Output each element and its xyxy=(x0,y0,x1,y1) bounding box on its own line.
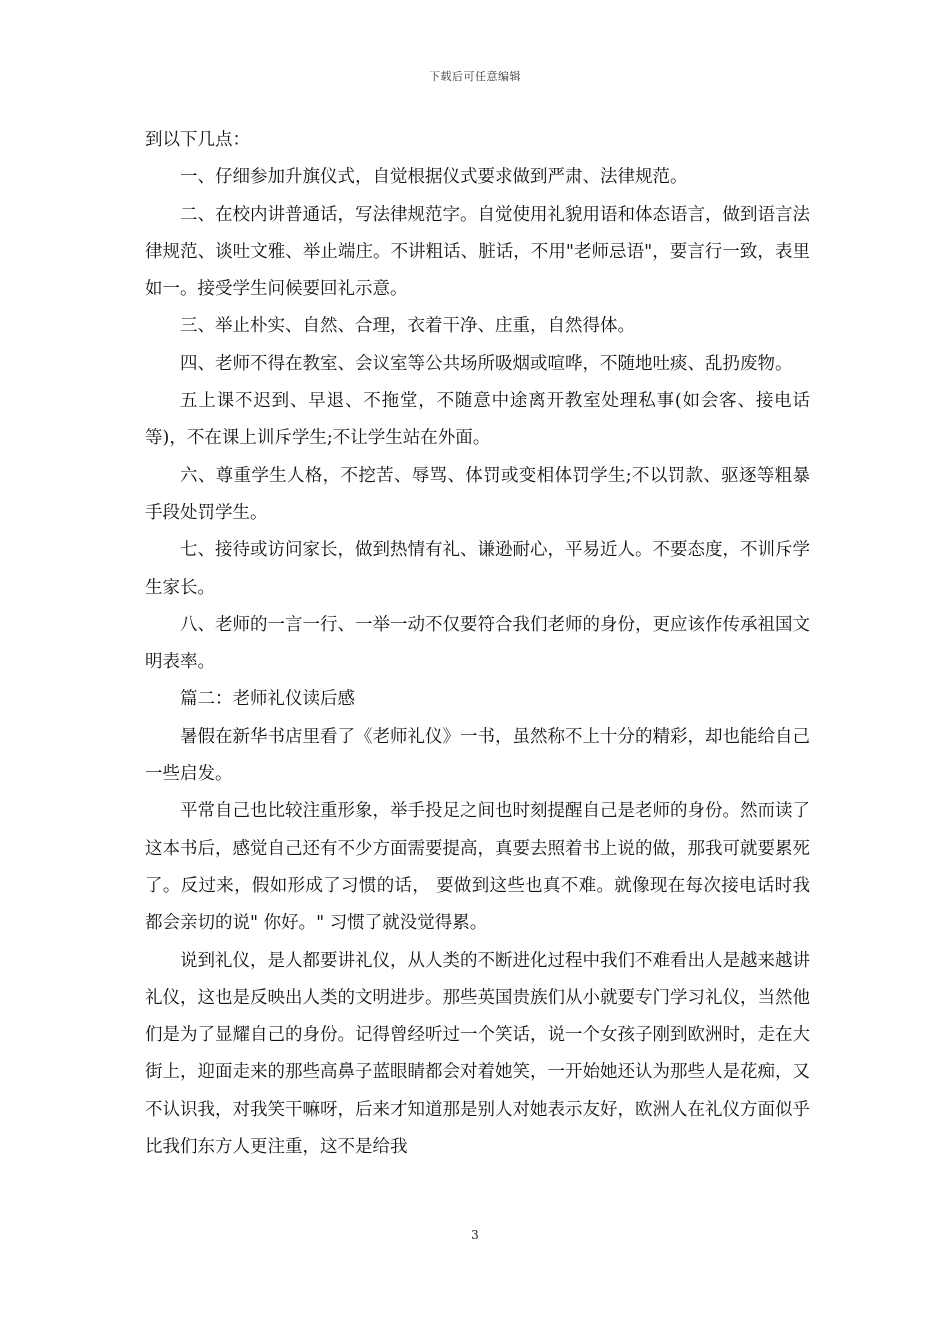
paragraph-item-5: 五上课不迟到、早退、不拖堂，不随意中途离开教室处理私事(如会客、接电话等)，不在课上训斥学生;不让学生站在外面。 xyxy=(145,391,810,449)
paragraph-item-4: 四、老师不得在教室、会议室等公共场所吸烟或喧哗，不随地吐痰、乱扔废物。 xyxy=(180,353,793,374)
page-header: 下载后可任意编辑 xyxy=(429,70,521,83)
paragraph-item-8: 八、老师的一言一行、一举一动不仅要符合我们老师的身份，更应该作传承祖国文明表率。 xyxy=(145,614,810,673)
paragraph-item-7: 七、接待或访问家长，做到热情有礼、谦逊耐心，平易近人。不要态度，不训斥学生家长。 xyxy=(145,540,810,598)
paragraph-body: 说到礼仪，是人都要讲礼仪，从人类的不断进化过程中我们不难看出人是越来越讲礼仪，这也是反映出人类的文明进步。那些英国贵族们从小就要专门学习礼仪，当然他们是为了显耀自己的身份。记得曾经听过一个笑话，说一个女孩子刚到欧洲时，走在大街上，迎面走来的那些高鼻子蓝眼睛都会对着她笑，一开始她还认为那些人是花痴，又不认识我，对我笑干嘛呀，后来才知道那是别人对她表示友好，欧洲人在礼仪方面似乎比我们东方人更注重，这不是给我 xyxy=(145,950,810,1158)
paragraph-item-2: 二、在校内讲普通话，写法律规范字。自觉使用礼貌用语和体态语言，做到语言法律规范、谈吐文雅、举止端庄。不讲粗话、脏话，不用"老师忌语"，要言行一致，表里如一。接受学生问候要回礼示意。 xyxy=(145,204,810,300)
paragraph-item-3: 三、举止朴实、自然、合理，衣着干净、庄重，自然得体。 xyxy=(180,316,635,337)
document-body xyxy=(145,122,810,1166)
paragraph-body: 暑假在新华书店里看了《老师礼仪》一书，虽然称不上十分的精彩，却也能给自己一些启发。 xyxy=(145,726,810,785)
section-heading: 篇二：老师礼仪读后感 xyxy=(180,689,355,710)
paragraph-body: 平常自己也比较注重形象，举手投足之间也时刻提醒自己是老师的身份。然而读了这本书后，感觉自己还有不少方面需要提高，真要去照着书上说的做，那我可就要累死了。反过来，假如形成了习惯的话， 要做到这些也真不难。就像现在每次接电话时我都会亲切的说" 你好。" 习惯了就没觉得累。 xyxy=(145,801,810,934)
page-number: 3 xyxy=(471,1228,479,1242)
paragraph-item-6: 六、尊重学生人格，不挖苦、辱骂、体罚或变相体罚学生;不以罚款、驱逐等粗暴手段处罚学生。 xyxy=(145,465,810,523)
paragraph-continuation: 到以下几点： xyxy=(145,130,250,150)
paragraph-item-1: 一、仔细参加升旗仪式，自觉根据仪式要求做到严肃、法律规范。 xyxy=(180,167,688,188)
